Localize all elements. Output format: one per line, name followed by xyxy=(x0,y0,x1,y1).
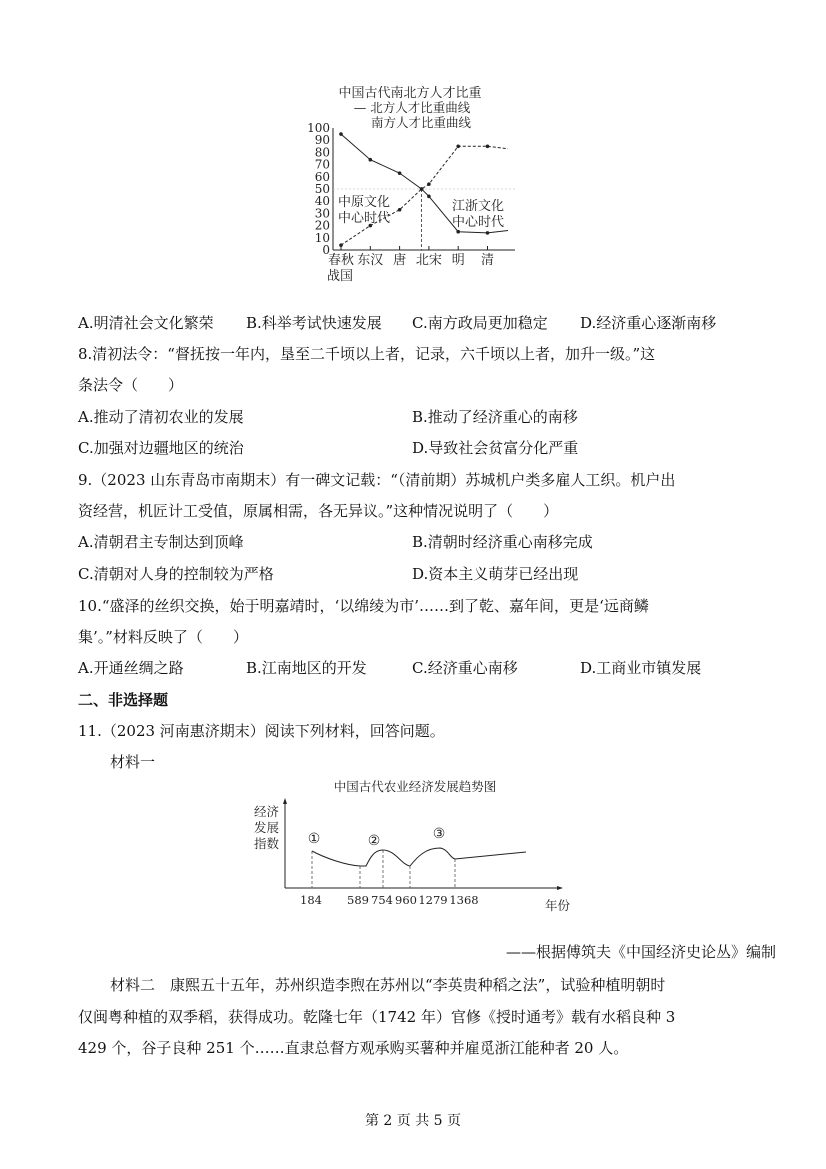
south-data-point xyxy=(427,182,431,186)
material-2-line: 429 个，谷子良种 251 个……直隶总督方观承购买薯种并雇觅浙江能种者 20 人。 xyxy=(78,1039,629,1057)
marker-2: ② xyxy=(367,833,381,849)
q9-option-a: A.清朝君主专制达到顶峰 xyxy=(78,533,244,551)
chart2-title: 中国古代农业经济发展趋势图 xyxy=(333,779,497,794)
marker-3: ③ xyxy=(432,826,446,842)
q8-option-b: B.推动了经济重心的南移 xyxy=(412,408,578,426)
q10-option-c: C.经济重心南移 xyxy=(412,659,518,677)
north-data-point xyxy=(339,132,343,136)
chart1-legend-north: — 北方人才比重曲线 xyxy=(353,100,471,115)
x-tick-label: 960 xyxy=(395,893,417,907)
q8-stem-cont: 条法令（ ） xyxy=(78,376,184,394)
chart2-ylabel: 指数 xyxy=(254,836,280,851)
q10-option-d: D.工商业市镇发展 xyxy=(580,659,702,677)
agri-economy-trend-chart xyxy=(250,770,580,915)
x-tick-label: 1368 xyxy=(449,893,479,907)
q9-option-b: B.清朝时经济重心南移完成 xyxy=(412,533,593,551)
chart1-annotation: 中原文化 xyxy=(338,195,391,210)
marker-1: ① xyxy=(307,831,321,847)
north-data-point xyxy=(486,231,490,235)
q8-stem: 8.清初法令：“督抚按一年内，垦至二千顷以上者，记录，六千顷以上者，加升一级。”这 xyxy=(78,345,656,363)
x-tick-label: 1279 xyxy=(418,893,448,907)
chart1-x-tick-label: 北宋 xyxy=(415,253,442,268)
north-data-point xyxy=(398,171,402,175)
q10-stem-cont: 集’。”材料反映了（ ） xyxy=(78,628,248,646)
chart1-annotation: 中心时代 xyxy=(338,211,391,226)
chart1-title: 中国古代南北方人才比重 xyxy=(338,86,482,101)
q8-option-c: C.加强对边疆地区的统治 xyxy=(78,439,244,457)
page-footer: 第 2 页 共 5 页 xyxy=(364,1113,462,1129)
y-axis-arrow-icon xyxy=(283,798,287,804)
chart1-x-tick-label: 清 xyxy=(480,253,495,268)
chart1-x-tick-label: 明 xyxy=(451,253,465,268)
q10-option-b: B.江南地区的开发 xyxy=(246,659,367,677)
x-tick-label: 184 xyxy=(300,893,322,907)
chart1-y-tick-label: 70 xyxy=(314,157,330,172)
chart1-y-tick-label: 0 xyxy=(322,243,330,257)
chart1-y-tick-label: 30 xyxy=(314,206,330,221)
chart2-xlabel: 年份 xyxy=(545,898,571,913)
q8-option-a: A.推动了清初农业的发展 xyxy=(78,408,244,426)
north-data-point xyxy=(456,230,460,234)
material-1-label: 材料一 xyxy=(110,753,156,771)
chart1-x-tick-label: 春秋 xyxy=(327,253,355,268)
x-tick-label: 589 xyxy=(347,893,369,907)
chart2-ylabel: 经济 xyxy=(254,804,280,819)
south-data-point xyxy=(456,145,460,149)
chart1-x-tick-label: 唐 xyxy=(393,253,407,268)
q9-stem: 9.（2023 山东青岛市南期末）有一碑文记载：“（清前期）苏城机户类多雇人工织。机户出 xyxy=(78,471,676,489)
q9-option-c: C.清朝对人身的控制较为严格 xyxy=(78,565,274,583)
chart1-y-tick-label: 60 xyxy=(314,169,330,184)
q10-option-a: A.开通丝绸之路 xyxy=(78,659,184,677)
section-heading: 二、非选择题 xyxy=(78,691,169,709)
material-2-line: 仅闽粤种植的双季稻，获得成功。乾隆七年（1742 年）官修《授时通考》载有水稻良种 3 xyxy=(78,1008,676,1026)
chart2-ylabel: 发展 xyxy=(254,820,280,835)
chart1-y-tick-label: 40 xyxy=(314,194,330,209)
south-data-point xyxy=(486,145,490,149)
chart1-y-tick-label: 20 xyxy=(314,218,330,233)
chart1-x-tick-label: 东汉 xyxy=(357,253,384,268)
material-source: ——根据傅筑夫《中国经济史论丛》编制 xyxy=(505,943,776,961)
q7-option-a: A.明清社会文化繁荣 xyxy=(78,314,214,332)
south-data-point xyxy=(339,243,343,247)
x-tick-label: 754 xyxy=(371,893,393,907)
chart1-legend-south: 南方人才比重曲线 xyxy=(370,115,472,130)
x-axis-arrow-icon xyxy=(557,886,563,890)
q9-option-d: D.资本主义萌芽已经出现 xyxy=(412,565,579,583)
chart1-y-tick-label: 80 xyxy=(314,145,330,160)
south-data-point xyxy=(420,187,424,191)
south-data-point xyxy=(398,208,402,212)
north-data-point xyxy=(369,158,373,162)
material-2-line: 材料二 康熙五十五年，苏州织造李煦在苏州以“李英贵种稻之法”，试验种植明朝时 xyxy=(110,976,666,994)
chart1-y-tick-label: 10 xyxy=(314,230,330,245)
q10-stem: 10.“盛泽的丝织交换，始于明嘉靖时，‘以绵绫为市’……到了乾、嘉年间，更是‘远商鳞 xyxy=(78,597,649,615)
q7-option-d: D.经济重心逐渐南移 xyxy=(580,314,717,332)
chart1-y-tick-label: 50 xyxy=(314,182,330,196)
chart1-y-tick-label: 100 xyxy=(307,121,330,135)
q7-option-c: C.南方政局更加稳定 xyxy=(412,314,548,332)
q8-option-d: D.导致社会贫富分化严重 xyxy=(412,439,579,457)
q11-stem: 11.（2023 河南惠济期末）阅读下列材料，回答问题。 xyxy=(78,722,445,740)
chart1-annotation: 江浙文化 xyxy=(452,199,505,214)
chart1-y-tick-label: 90 xyxy=(314,133,330,148)
chart1-category-sub: 战国 xyxy=(327,269,354,284)
chart1-annotation: 中心时代 xyxy=(452,215,505,230)
north-data-point xyxy=(427,195,431,199)
q7-option-b: B.科举考试快速发展 xyxy=(246,314,382,332)
chart2-trend-curve xyxy=(312,848,526,866)
south-north-talent-chart xyxy=(300,80,520,290)
q9-stem-cont: 资经营，机匠计工受值，原属相需，各无异议。”这种情况说明了（ ） xyxy=(78,502,559,520)
